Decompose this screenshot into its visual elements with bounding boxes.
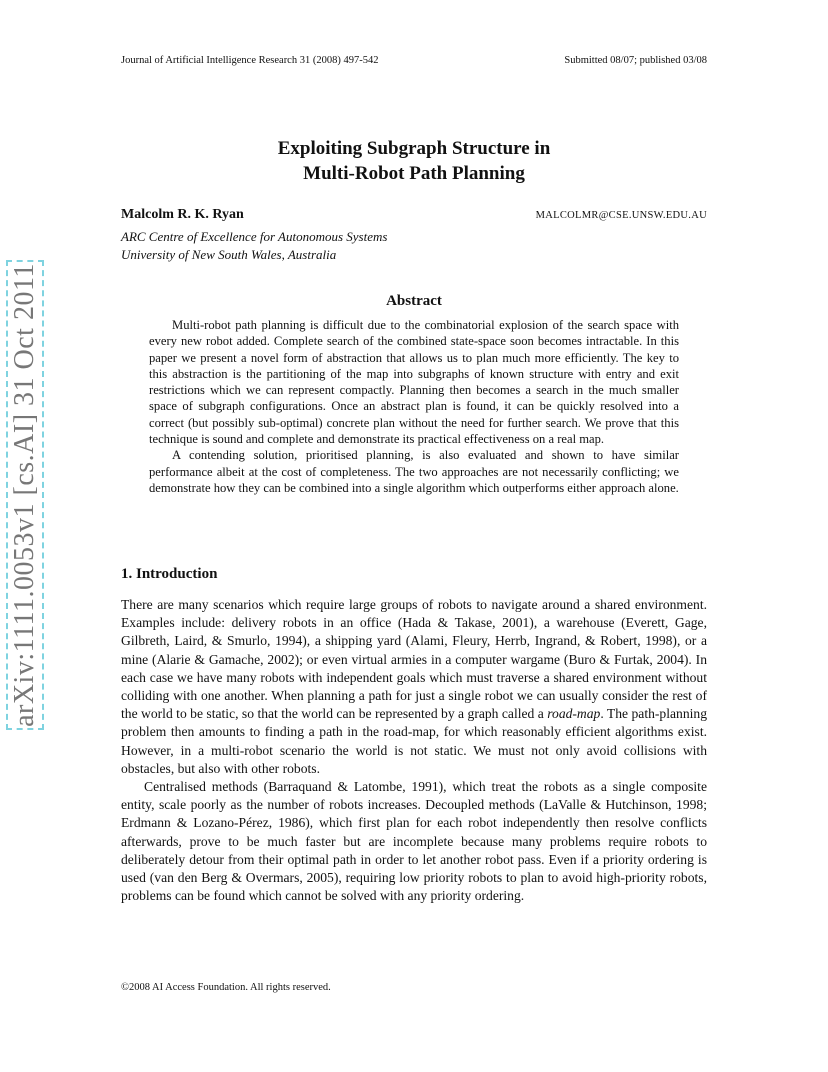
intro-p1-emphasis: road-map — [547, 706, 601, 722]
intro-p1-text-a: There are many scenarios which require large groups of robots to navigate around a shared environment. Examples include: delivery robots in an office (Hada & Takase, 2001), a warehouse (Everett, Gage, Gilbreth, Laird, & Smurlo, 1994), a shipping yard (Alami, Fleury, Herrb, Ingrand, & Robert, 1998), or a mine (Alarie & Gamache, 2002); or even virtual armies in a computer wargame (Buro & Furtak, 2004). In each case we have many robots with independent goals which must traverse a shared environment without colliding with one another. When planning a path for just a single robot we can usually consider the rest of the world to be static, so that the world can be represented by a graph called a — [121, 597, 707, 722]
copyright-footer: ©2008 AI Access Foundation. All rights reserved. — [121, 982, 331, 993]
author-affiliation-1: ARC Centre of Excellence for Autonomous Systems — [121, 229, 388, 244]
arxiv-sidebar-stamp[interactable] — [6, 260, 44, 730]
section-heading-introduction: 1. Introduction — [121, 566, 218, 582]
author-affiliation-2: University of New South Wales, Australia — [121, 247, 337, 262]
paper-title — [0, 136, 828, 186]
introduction-body — [121, 596, 707, 905]
abstract-heading: Abstract — [386, 293, 442, 309]
author-name: Malcolm R. K. Ryan — [121, 207, 244, 222]
abstract-paragraph-2: A contending solution, prioritised planning, is also evaluated and shown to have similar performance albeit at the cost of completeness. The two approaches are not necessarily conflicting; we demonstrate how they can be combined into a single algorithm which outperforms either approach alone. — [149, 448, 679, 495]
title-line-1: Exploiting Subgraph Structure in — [277, 138, 551, 159]
arxiv-identifier: arXiv:1111.0053v1 [cs.AI] 31 Oct 2011 — [9, 263, 40, 727]
intro-paragraph-1 — [121, 596, 707, 778]
abstract-paragraph-1: Multi-robot path planning is difficult due to the combinatorial explosion of the search space with every new robot added. Complete search of the combined state-space soon becomes intractable. In this paper we present a novel form of abstraction that allows us to plan much more efficiently. The key to this abstraction is the partitioning of the map into subgraphs of known structure with entry and exit restrictions which we can represent compactly. Planning then becomes a search in the much smaller space of subgraph configurations. Once an abstract plan is found, it can be quickly resolved into a correct (but possibly sub-optimal) concrete plan without the need for further search. We prove that this technique is sound and complete and demonstrate its practical effectiveness on a real map. — [149, 318, 679, 447]
author-email: MALCOLMR@CSE.UNSW.EDU.AU — [535, 210, 707, 221]
title-line-2: Multi-Robot Path Planning — [303, 163, 525, 184]
intro-paragraph-2: Centralised methods (Barraquand & Latombe, 1991), which treat the robots as a single composite entity, scale poorly as the number of robots increases. Decoupled methods (LaValle & Hutchinson, 1998; Erdmann & Lozano-Pérez, 1986), which first plan for each robot independently then resolve conflicts afterwards, prove to be much faster but are incomplete because many problems require robots to deliberately detour from their optimal path in order to let another robot pass. Even if a priority ordering is used (van den Berg & Overmars, 2005), requiring low priority robots to plan to avoid high-priority robots, problems can be found which cannot be solved with any priority ordering. — [121, 779, 707, 904]
intro-p1-text-b: . The path-planning problem then amounts to finding a path in the road-map, for which reasonably efficient algorithms exist. However, in a multi-robot scenario the world is not static. We must not only avoid collisions with obstacles, but also with other robots. — [121, 706, 707, 776]
submission-dates: Submitted 08/07; published 03/08 — [564, 55, 707, 66]
abstract-body — [149, 317, 679, 496]
journal-header: Journal of Artificial Intelligence Research 31 (2008) 497-542 — [121, 55, 379, 66]
